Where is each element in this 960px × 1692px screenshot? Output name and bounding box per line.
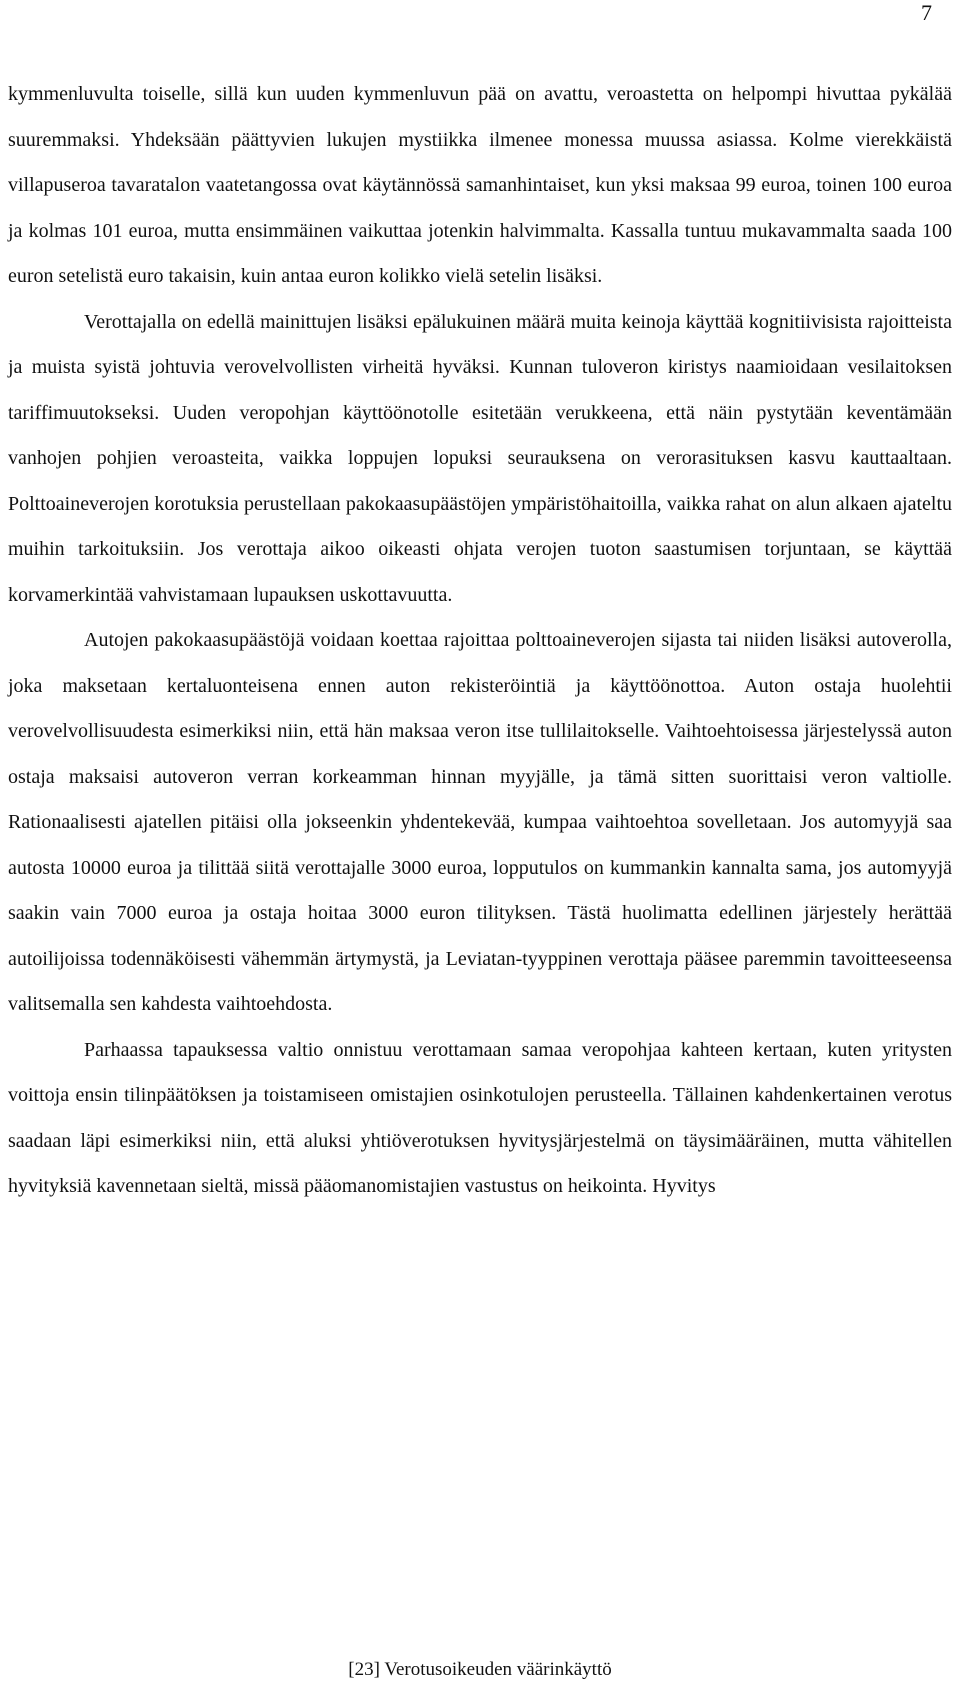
page-number: 7 [921,0,932,25]
paragraph-2: Verottajalla on edellä mainittujen lisäksi epälukuinen määrä muita keinoja käyttää kognitiivisista rajoitteista ja muista syistä johtuvia verovelvollisten virheitä hyväksi. Kunnan tuloveron kiristys naamioidaan vesilaitoksen tariffimuutokseksi. Uuden veropohjan käyttöönotolle esitetään verukkeena, että näin pystytään keventämään vanhojen pohjien veroasteita, vaikka loppujen lopuksi seurauksena on verorasituksen kasvu kauttaaltaan. Polttoaineverojen korotuksia perustellaan pakokaasupäästöjen ympäristöhaitoilla, vaikka rahat on alun alkaen ajateltu muihin tarkoituksiin. Jos verottaja aikoo oikeasti ohjata verojen tuoton saastumisen torjuntaan, se käyttää korvamerkintää vahvistamaan lupauksen uskottavuutta. [8,310,952,606]
paragraph-1: kymmenluvulta toiselle, sillä kun uuden kymmenluvun pää on avattu, veroastetta on helpompi hivuttaa pykälää suuremmaksi. Yhdeksään päättyvien lukujen mystiikka ilmenee monessa muussa asiassa. Kolme vierekkäistä villapuseroa tavaratalon vaatetangossa ovat käytännössä samanhintaiset, kun yksi maksaa 99 euroa, toinen 100 euroa ja kolmas 101 euroa, mutta ensimmäinen vaikuttaa jotenkin halvimmalta. Kassalla tuntuu mukavammalta saada 100 euron setelistä euro takaisin, kuin antaa euron kolikko vielä setelin lisäksi. [8,83,952,287]
running-footer: [23] Verotusoikeuden väärinkäyttö [348,1659,612,1680]
paragraph-4: Parhaassa tapauksessa valtio onnistuu verottamaan samaa veropohjaa kahteen kertaan, kuten yritysten voittoja ensin tilinpäätöksen ja toistamiseen omistajien osinkotulojen perusteella. Tällainen kahdenkertainen verotus saadaan läpi esimerkiksi niin, että aluksi yhtiöverotuksen hyvitysjärjestelmä on täysimääräinen, mutta vähitellen hyvityksiä kavennetaan sieltä, missä pääomanomistajien vastustus on heikointa. Hyvitys [8,1038,952,1197]
paragraph-3: Autojen pakokaasupäästöjä voidaan koettaa rajoittaa polttoaineverojen sijasta tai niiden lisäksi autoverolla, joka maksetaan kertaluonteisena ennen auton rekisteröintiä ja käyttöönottoa. Auton ostaja huolehtii verovelvollisuudesta esimerkiksi niin, että hän maksaa veron itse tullilaitokselle. Vaihtoehtoisessa järjestelyssä auton ostaja maksaisi autoveron verran korkeamman hinnan myyjälle, ja tämä sitten suorittaisi veron valtiolle. Rationaalisesti ajatellen pitäisi olla jokseenkin yhdentekevää, kumpaa vaihtoehtoa sovelletaan. Jos automyyjä saa autosta 10000 euroa ja tilittää siitä verottajalle 3000 euroa, lopputulos on kummankin kannalta sama, jos automyyjä saakin vain 7000 euroa ja ostaja hoitaa 3000 euron tilityksen. Tästä huolimatta edellinen järjestely herättää autoilijoissa todennäköisesti vähemmän ärtymystä, ja Leviatan-tyyppinen verottaja pääsee paremmin tavoitteeseensa valitsemalla sen kahdesta vaihtoehdosta. [8,629,952,1015]
body-text [8,72,952,1210]
